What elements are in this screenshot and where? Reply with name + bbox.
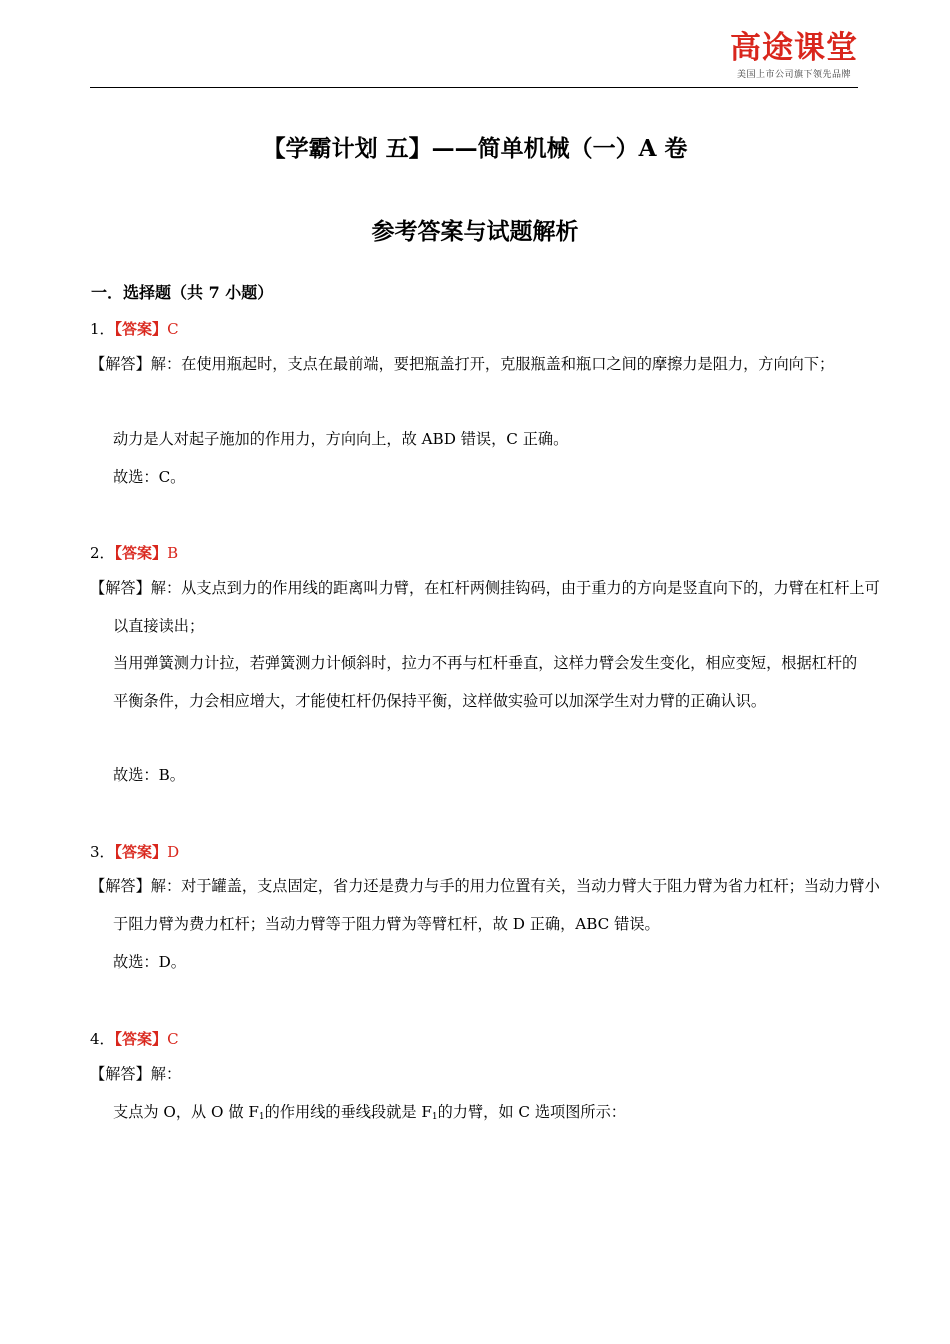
- question-number: 3．: [90, 843, 115, 861]
- explanation-line: 当用弹簧测力计拉，若弹簧测力计倾斜时，拉力不再与杠杆垂直，这样力臂会发生变化，相应变短，根据杠杆的平衡条件，力会相应增大，才能使杠杆仍保持平衡，这样做实验可以加深学生对力臂的正确认识。: [113, 654, 858, 710]
- subscript: 1: [431, 1112, 438, 1122]
- logo-tagline: 美国上市公司旗下领先品牌: [736, 70, 851, 80]
- question-2-explanation: [90, 570, 883, 645]
- text-segment: 的力臂，如 C 选项图所示：: [437, 1103, 626, 1121]
- answer-tag: 【答案】: [114, 843, 168, 861]
- answer-tag: 【答案】: [114, 1030, 168, 1048]
- explanation-line: [113, 1094, 860, 1137]
- question-number: 4．: [90, 1030, 115, 1048]
- answer-letter: C: [167, 1030, 179, 1048]
- conclusion-line: 故选：C。: [113, 468, 186, 486]
- logo-name: 高途课堂: [730, 30, 858, 66]
- question-number: 1．: [90, 320, 115, 338]
- logo: [730, 30, 858, 80]
- explanation-line: 动力是人对起子施加的作用力，方向向上，故 ABD 错误，C 正确。: [113, 430, 569, 448]
- jieda-tag: 【解答】: [90, 355, 151, 373]
- conclusion-line: 故选：D。: [113, 953, 186, 971]
- text-segment: 支点为 O，从 O 做 F: [113, 1103, 259, 1121]
- section-heading: 一．选择题（共 7 小题）: [91, 283, 274, 302]
- subscript: 1: [258, 1112, 265, 1122]
- question-4-explanation: [90, 1056, 860, 1094]
- page-subtitle: 参考答案与试题解析: [371, 218, 579, 245]
- question-4-answer: [90, 1028, 179, 1049]
- explanation-line: 解：对于罐盖，支点固定，省力还是费力与手的用力位置有关，当动力臂大于阻力臂为省力杠杆；当动力臂小于阻力臂为费力杠杆；当动力臂等于阻力臂为等臂杠杆，故 D 正确，ABC 错误。: [113, 877, 880, 933]
- question-number: 2．: [90, 544, 115, 562]
- explanation-line: 解：从支点到力的作用线的距离叫力臂，在杠杆两侧挂钩码，由于重力的方向是竖直向下的，力臂在杠杆上可以直接读出；: [113, 579, 880, 635]
- page-title: 【学霸计划 五】——简单机械（一）A 卷: [262, 135, 688, 162]
- conclusion-line: 故选：B。: [113, 766, 185, 784]
- jieda-tag: 【解答】: [90, 877, 151, 895]
- jieda-tag: 【解答】: [90, 1065, 151, 1083]
- question-3-explanation: [90, 868, 883, 943]
- answer-letter: B: [167, 544, 179, 562]
- question-3-answer: [90, 841, 179, 862]
- answer-letter: C: [167, 320, 179, 338]
- question-1-explanation: [90, 346, 883, 384]
- answer-tag: 【答案】: [114, 320, 168, 338]
- answer-letter: D: [167, 843, 180, 861]
- explanation-line: 解：在使用瓶起时，支点在最前端，要把瓶盖打开，克服瓶盖和瓶口之间的摩擦力是阻力，方向向下；: [150, 355, 835, 373]
- header-rule: [90, 87, 858, 88]
- question-1-answer: [90, 318, 179, 339]
- text-segment: 的作用线的垂线段就是 F: [264, 1103, 432, 1121]
- question-2-answer: [90, 542, 178, 563]
- answer-tag: 【答案】: [114, 544, 168, 562]
- jieda-tag: 【解答】: [90, 579, 151, 597]
- explanation-line: 解：: [150, 1065, 182, 1083]
